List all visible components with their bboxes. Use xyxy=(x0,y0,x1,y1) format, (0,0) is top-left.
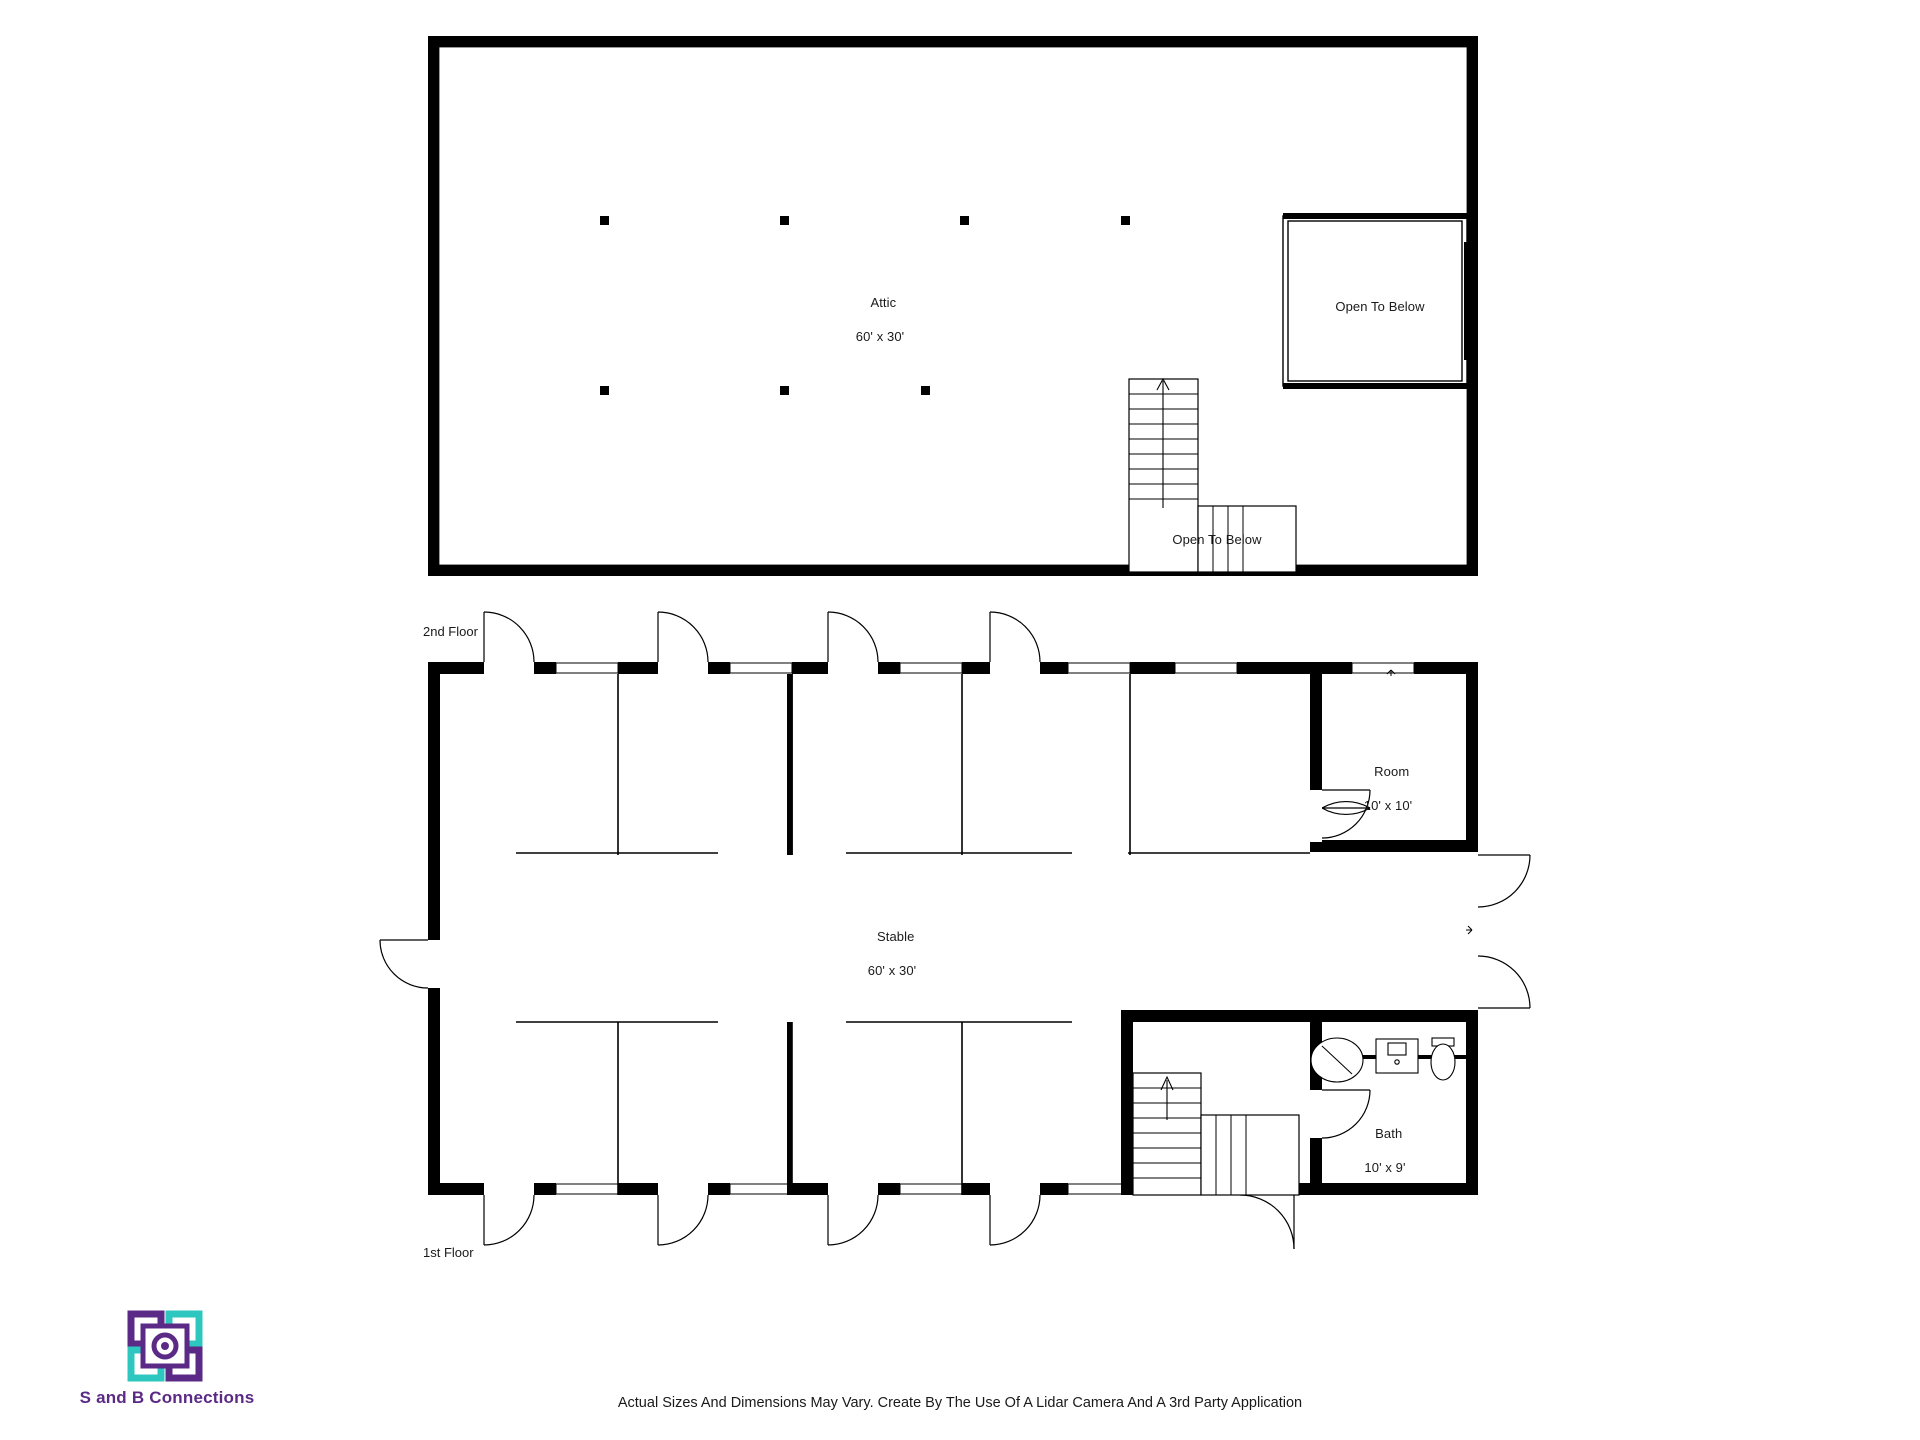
attic-room-name: Attic xyxy=(870,295,897,310)
bath-name: Bath xyxy=(1375,1126,1403,1141)
first-floor-top-doors xyxy=(484,612,1040,662)
stable-room-label xyxy=(822,911,962,996)
bath-dimensions: 10' x 9' xyxy=(1364,1160,1406,1175)
stall-posts-upper xyxy=(787,674,792,855)
first-floor-tag: 1st Floor xyxy=(423,1245,474,1260)
room-dimensions: 10' x 10' xyxy=(1363,798,1413,813)
brand-name: S and B Connections xyxy=(79,1388,255,1407)
stable-room-name: Stable xyxy=(876,929,915,944)
stall-partitions-upper xyxy=(516,674,1310,855)
room-label xyxy=(1318,746,1458,831)
first-floor-bottom-doors xyxy=(484,1195,1294,1249)
disclaimer-footnote: Actual Sizes And Dimensions May Vary. Create By The Use Of A Lidar Camera And A 3rd Party Application xyxy=(617,1395,1303,1411)
open-to-below-right-label: Open To Below xyxy=(1335,299,1425,314)
second-floor-tag: 2nd Floor xyxy=(423,624,478,639)
camera-aperture-icon xyxy=(127,1310,203,1382)
room-name: Room xyxy=(1374,764,1410,779)
left-exterior-door xyxy=(380,940,428,988)
left-door-opening xyxy=(428,940,440,988)
stable-room-dimensions: 60' x 30' xyxy=(867,963,917,978)
first-floor-staircase xyxy=(1121,1010,1311,1195)
open-to-below-stair-label: Open To Below xyxy=(1172,532,1262,547)
bath-fixtures xyxy=(1311,1038,1455,1082)
stall-partitions-lower xyxy=(516,1022,1072,1195)
right-door-opening xyxy=(1466,852,1478,1010)
right-exterior-double-doors xyxy=(1478,855,1530,1008)
attic-room-dimensions: 60' x 30' xyxy=(855,329,905,344)
stall-posts-lower xyxy=(787,1022,792,1195)
attic-room-label xyxy=(810,277,950,362)
bath-label xyxy=(1315,1108,1455,1193)
